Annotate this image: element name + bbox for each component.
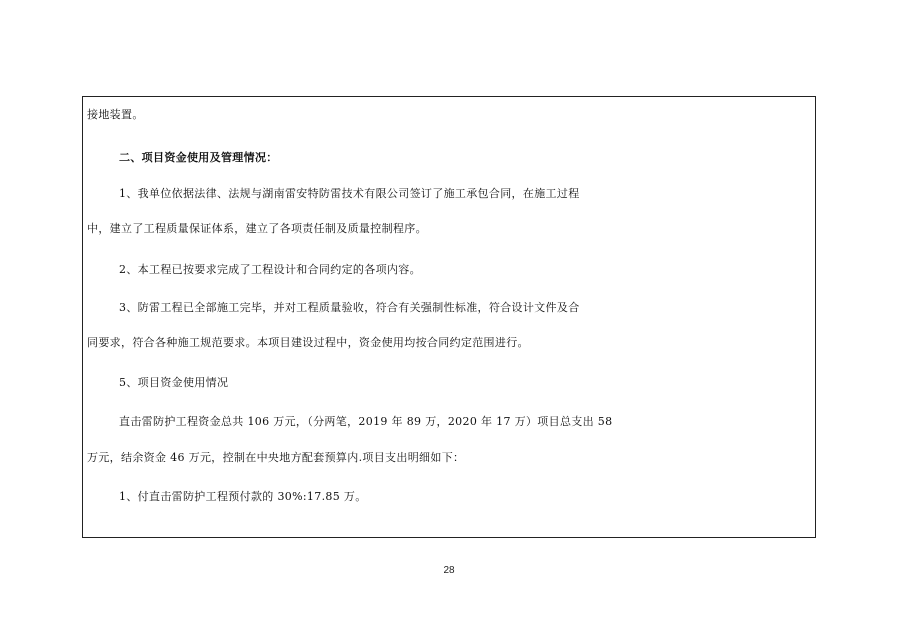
text-line: 接地装置。 <box>87 108 144 121</box>
text-line: 万元，结余资金 46 万元，控制在中央地方配套预算内.项目支出明细如下： <box>87 451 465 464</box>
text-line: 1、我单位依据法律、法规与湖南雷安特防雷技术有限公司签订了施工承包合同，在施工过程 <box>119 187 580 200</box>
text-line: 5、项目资金使用情况 <box>119 376 229 389</box>
page-number: 28 <box>443 565 455 576</box>
section-heading: 二、项目资金使用及管理情况： <box>119 151 278 164</box>
text-line: 1、付直击雷防护工程预付款的 30%:17.85 万。 <box>119 490 367 503</box>
content-frame <box>82 96 816 538</box>
text-line: 2、本工程已按要求完成了工程设计和合同约定的各项内容。 <box>119 263 421 276</box>
text-line: 3、防雷工程已全部施工完毕，并对工程质量验收，符合有关强制性标准，符合设计文件及合 <box>119 301 580 314</box>
text-line: 同要求，符合各种施工规范要求。本项目建设过程中，资金使用均按合同约定范围进行。 <box>87 336 529 349</box>
text-line: 中，建立了工程质量保证体系，建立了各项责任制及质量控制程序。 <box>87 222 427 235</box>
text-line: 直击雷防护工程资金总共 106 万元，（分两笔，2019 年 89 万，2020 年 17 万）项目总支出 58 <box>119 415 613 428</box>
